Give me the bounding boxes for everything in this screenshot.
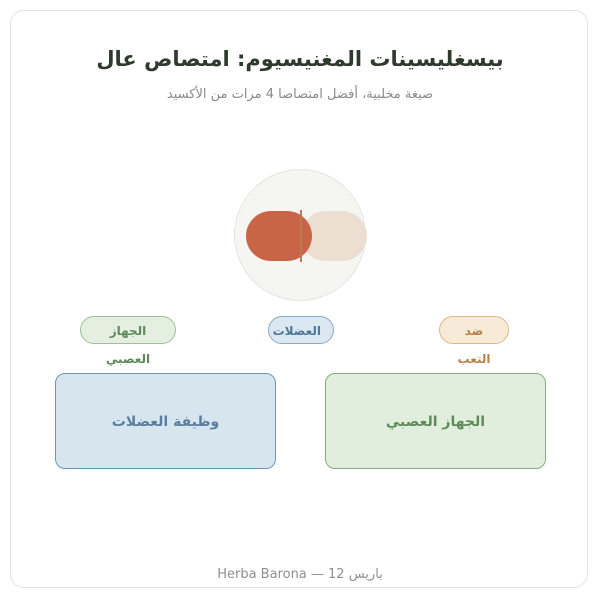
capsule-illustration	[234, 169, 366, 301]
info-card	[10, 10, 588, 588]
capsule-divider	[300, 210, 302, 262]
page-subtitle: صيغة مخلبية، أفضل امتصاصا 4 مرات من الأكسيد	[166, 87, 434, 102]
card-muscle-function: وظيفة العضلات	[55, 373, 276, 469]
tag-muscles: العضلات	[268, 316, 334, 344]
tag-anti-fatigue: ضد التعب	[439, 316, 509, 344]
tag-nervous-system: الجهاز العصبي	[80, 316, 176, 344]
footer-brand: Herba Barona — 12 باريس	[217, 567, 383, 582]
card-nervous-system: الجهاز العصبي	[325, 373, 546, 469]
page-title: بيسغليسينات المغنيسيوم: امتصاص عال	[96, 47, 504, 71]
capsule-left-half-icon	[246, 211, 312, 261]
